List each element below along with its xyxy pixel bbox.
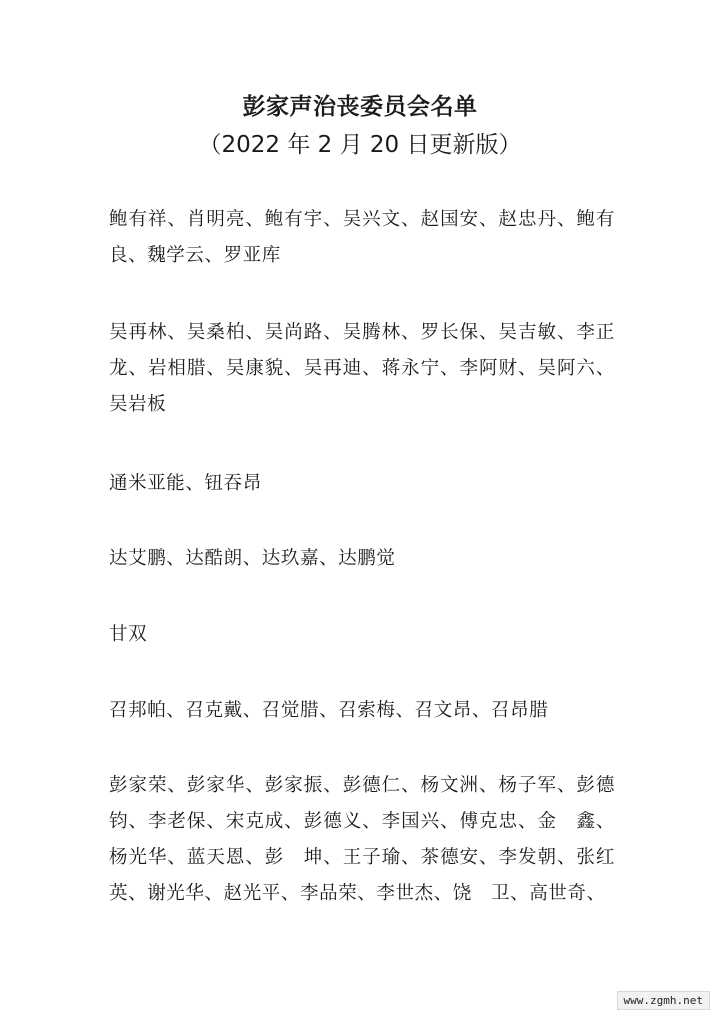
- name-list-paragraph-3: 通米亚能、钮吞昂: [109, 473, 262, 494]
- name-list-paragraph-6: 召邦帕、召克戴、召觉腊、召索梅、召文昂、召昂腊: [109, 700, 549, 721]
- name-list-paragraph-1: 鲍有祥、肖明亮、鲍有宇、吴兴文、赵国安、赵忠丹、鲍有良、魏学云、罗亚库: [109, 209, 615, 266]
- name-list-paragraph-5: 甘双: [109, 624, 148, 645]
- name-list-paragraph-7: 彭家荣、彭家华、彭家振、彭德仁、杨文洲、杨子军、彭德钧、李老保、宋克成、彭德义、李国兴、傅克忠、金 鑫、杨光华、蓝天恩、彭 坤、王子瑜、茶德安、李发朝、张红英、谢光华、赵光平、李品荣、李世杰、饶 卫、高世奇、: [109, 775, 615, 904]
- name-list-paragraph-2: 吴再林、吴桑柏、吴尚路、吴腾林、罗长保、吴吉敏、李正龙、岩相腊、吴康貌、吴再迪、蒋永宁、李阿财、吴阿六、吴岩板: [109, 322, 615, 415]
- document-subtitle: （2022 年 2 月 20 日更新版）: [198, 132, 522, 158]
- name-list-paragraph-4: 达艾鹏、达酷朗、达玖嘉、达鹏觉: [109, 548, 396, 569]
- document-title: 彭家声治丧委员会名单: [242, 94, 478, 120]
- site-watermark: www.zgmh.net: [617, 991, 710, 1010]
